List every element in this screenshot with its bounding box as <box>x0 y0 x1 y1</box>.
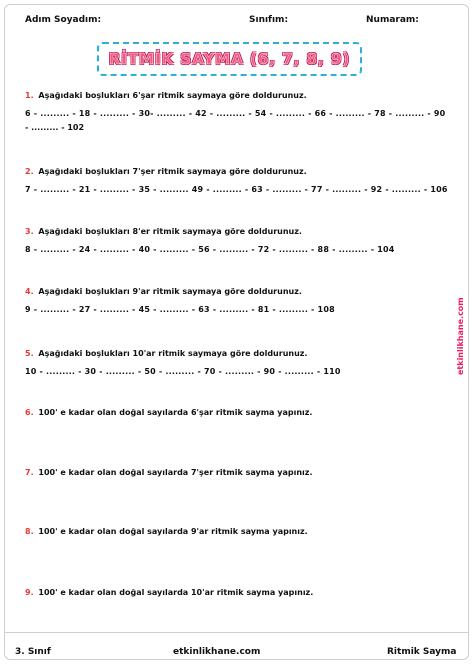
question-6 <box>25 408 445 417</box>
question-text: Aşağıdaki boşlukları 9'ar ritmik saymaya göre doldurunuz. <box>38 287 302 296</box>
question-text: Aşağıdaki boşlukları 8'er ritmik saymaya göre doldurunuz. <box>38 227 302 236</box>
sequence-line: 6 - ......... - 18 - ......... - 30- ......... - 42 - ......... - 54 - ......... - 66 - ......... - 78 - ......... - 90 <box>25 109 446 118</box>
sequence-line-continued: - ......... - 102 <box>25 123 85 132</box>
side-watermark: etkinlikhane.com <box>456 297 465 375</box>
footer-site: etkinlikhane.com <box>173 647 261 657</box>
sequence-line: 7 - ......... - 21 - ......... - 35 - ......... 49 - ......... - 63 - ......... - 77 - ......... - 92 - ......... - 106 <box>25 185 448 194</box>
sequence-line: 10 - ......... - 30 - ......... - 50 - ......... - 70 - ......... - 90 - ......... - 110 <box>25 367 341 376</box>
question-number: 2. <box>25 167 34 176</box>
question-text: Aşağıdaki boşlukları 7'şer ritmik saymaya göre doldurunuz. <box>38 167 307 176</box>
question-number: 4. <box>25 287 34 296</box>
question-text: 100' e kadar olan doğal sayılarda 10'ar ritmik sayma yapınız. <box>38 588 314 597</box>
question-text: 100' e kadar olan doğal sayılarda 9'ar ritmik sayma yapınız. <box>38 527 308 536</box>
question-text: Aşağıdaki boşlukları 6'şar ritmik saymaya göre doldurunuz. <box>38 91 307 100</box>
question-text: 100' e kadar olan doğal sayılarda 6'şar ritmik sayma yapınız. <box>38 408 313 417</box>
question-text: 100' e kadar olan doğal sayılarda 7'şer ritmik sayma yapınız. <box>38 468 313 477</box>
question-number: 1. <box>25 91 34 100</box>
number-label: Numaram: <box>366 15 419 25</box>
question-number: 3. <box>25 227 34 236</box>
student-info-header <box>5 15 468 31</box>
question-text: Aşağıdaki boşlukları 10'ar ritmik saymaya göre doldurunuz. <box>38 349 308 358</box>
question-number: 9. <box>25 588 34 597</box>
footer-divider <box>5 632 468 633</box>
question-2 <box>25 167 448 194</box>
question-7 <box>25 468 445 477</box>
name-label: Adım Soyadım: <box>25 15 102 25</box>
question-number: 7. <box>25 468 34 477</box>
class-label: Sınıfım: <box>249 15 289 25</box>
question-1 <box>25 91 445 132</box>
worksheet-page <box>4 4 469 660</box>
question-5 <box>25 349 445 376</box>
question-number: 5. <box>25 349 34 358</box>
sequence-line: 8 - ......... - 24 - ......... - 40 - ......... - 56 - ......... - 72 - ......... - 88 - ......... - 104 <box>25 245 395 254</box>
question-3 <box>25 227 445 254</box>
footer-topic: Ritmik Sayma <box>387 647 457 657</box>
question-9 <box>25 588 445 597</box>
sequence-line: 9 - ......... - 27 - ......... - 45 - ......... - 63 - ......... - 81 - ......... - 108 <box>25 305 335 314</box>
question-number: 8. <box>25 527 34 536</box>
footer-grade: 3. Sınıf <box>15 647 51 657</box>
question-number: 6. <box>25 408 34 417</box>
worksheet-title: RİTMİK SAYMA (6, 7, 8, 9) <box>108 50 351 68</box>
question-4 <box>25 287 445 314</box>
title-box <box>97 42 362 76</box>
question-8 <box>25 527 445 536</box>
